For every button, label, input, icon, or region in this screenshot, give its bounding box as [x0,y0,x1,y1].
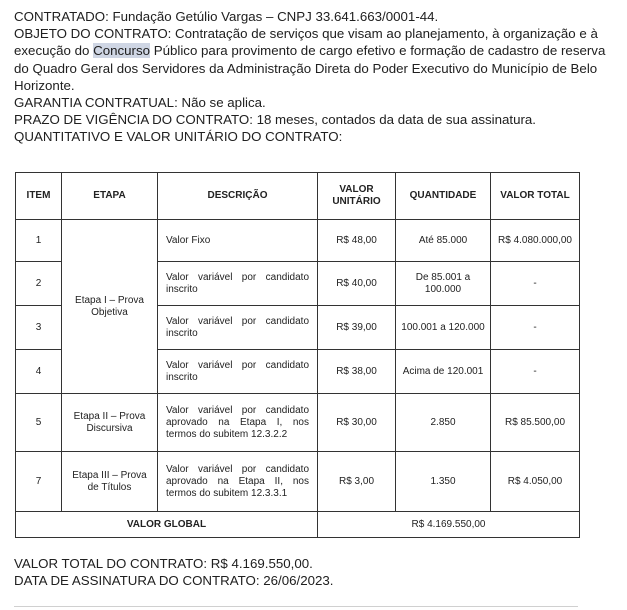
cell-valor-unitario: R$ 40,00 [318,262,396,306]
cell-valor-total: R$ 85.500,00 [491,394,580,452]
cell-descricao: Valor variável por candidato aprovado na Etapa I, nos termos do subitem 12.3.2.2 [158,394,318,452]
cell-valor-unitario: R$ 48,00 [318,220,396,262]
cell-valor-total: - [491,350,580,394]
header-quantidade: QUANTIDADE [396,173,491,220]
cell-valor-unitario: R$ 3,00 [318,452,396,512]
contract-footer [14,555,614,589]
cell-descricao: Valor variável por candidato inscrito [158,350,318,394]
cell-quantidade: De 85.001 a 100.000 [396,262,491,306]
cell-descricao: Valor variável por candidato inscrito [158,306,318,350]
global-total-row [16,512,580,538]
contract-intro [14,8,614,146]
table-row [16,394,580,452]
cell-item: 7 [16,452,62,512]
cell-etapa: Etapa I – Prova Objetiva [62,220,158,394]
global-total-label: VALOR GLOBAL [16,512,318,538]
cell-etapa: Etapa II – Prova Discursiva [62,394,158,452]
objeto-paragraph [14,25,614,94]
cell-valor-unitario: R$ 39,00 [318,306,396,350]
contract-values-table [15,172,580,538]
header-valor-unitario: VALOR UNITÁRIO [318,173,396,220]
cell-descricao: Valor Fixo [158,220,318,262]
header-descricao: DESCRIÇÃO [158,173,318,220]
cell-item: 3 [16,306,62,350]
header-valor-total: VALOR TOTAL [491,173,580,220]
cell-quantidade: 2.850 [396,394,491,452]
objeto-text-start: OBJETO DO CONTRATO: Contratação de serviços que visam ao planejamento, à organização e à execução do [14,26,598,59]
cell-valor-total: - [491,262,580,306]
data-assinatura-line: DATA DE ASSINATURA DO CONTRATO: 26/06/2023. [14,573,334,589]
table-header-row [16,173,580,220]
objeto-text-end: Público para provimento de cargo efetivo e formação de cadastro de reserva do Quadro Geral dos Servidores da Administração Direta do Poder Executivo do Município de Belo Horizonte. [14,43,606,93]
global-total-value: R$ 4.169.550,00 [318,512,580,538]
cell-descricao: Valor variável por candidato aprovado na Etapa II, nos termos do subitem 12.3.3.1 [158,452,318,512]
prazo-line: PRAZO DE VIGÊNCIA DO CONTRATO: 18 meses, contados da data de sua assinatura. [14,112,536,128]
header-item: ITEM [16,173,62,220]
cell-descricao: Valor variável por candidato inscrito [158,262,318,306]
bottom-divider [14,606,578,607]
cell-quantidade: 1.350 [396,452,491,512]
cell-valor-total: R$ 4.050,00 [491,452,580,512]
quantitativo-line: QUANTITATIVO E VALOR UNITÁRIO DO CONTRATO: [14,129,343,145]
cell-valor-unitario: R$ 38,00 [318,350,396,394]
cell-quantidade: 100.001 a 120.000 [396,306,491,350]
cell-valor-total: R$ 4.080.000,00 [491,220,580,262]
cell-etapa: Etapa III – Prova de Títulos [62,452,158,512]
cell-item: 1 [16,220,62,262]
table-row [16,452,580,512]
cell-item: 4 [16,350,62,394]
table-row [16,220,580,262]
highlighted-term: Concurso [93,43,151,59]
cell-item: 5 [16,394,62,452]
cell-valor-unitario: R$ 30,00 [318,394,396,452]
cell-quantidade: Até 85.000 [396,220,491,262]
cell-quantidade: Acima de 120.001 [396,350,491,394]
cell-item: 2 [16,262,62,306]
valor-total-line: VALOR TOTAL DO CONTRATO: R$ 4.169.550,00. [14,556,313,571]
garantia-line: GARANTIA CONTRATUAL: Não se aplica. [14,95,266,111]
contratado-line: CONTRATADO: Fundação Getúlio Vargas – CNPJ 33.641.663/0001-44. [14,9,439,24]
header-etapa: ETAPA [62,173,158,220]
cell-valor-total: - [491,306,580,350]
